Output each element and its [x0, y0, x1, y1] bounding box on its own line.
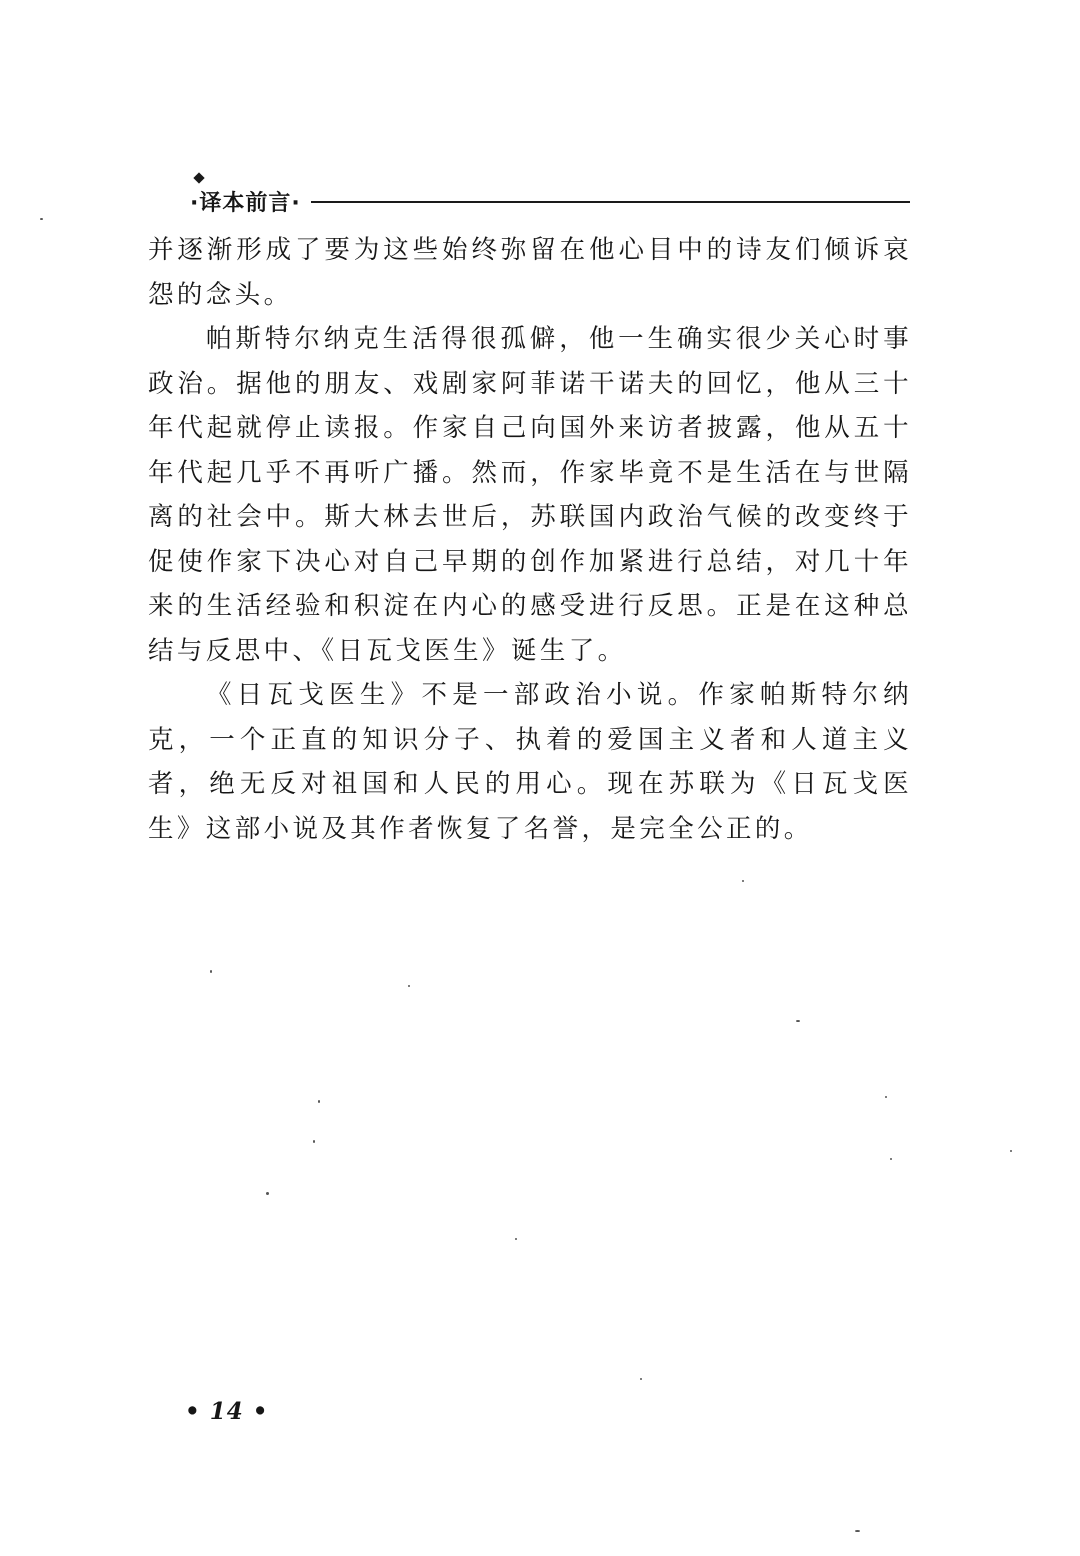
header-rule	[311, 201, 910, 203]
scan-speck	[515, 1238, 517, 1240]
scan-speck	[313, 1140, 315, 1143]
scan-speck	[742, 880, 744, 882]
scan-speck	[1010, 1150, 1012, 1152]
header-title: ·译本前言·	[190, 190, 301, 216]
paragraph-continuation: 并逐渐形成了要为这些始终弥留在他心目中的诗友们倾诉哀怨的念头。	[148, 235, 912, 310]
scan-speck	[210, 970, 212, 973]
page-number: • 14 •	[185, 1398, 269, 1425]
running-header	[190, 184, 910, 218]
body-text	[148, 228, 912, 851]
scan-speck	[318, 1100, 320, 1103]
scan-speck	[885, 1096, 887, 1098]
scan-speck	[266, 1192, 269, 1195]
corner-mark	[193, 172, 204, 183]
scan-speck	[640, 1378, 642, 1380]
scan-speck	[796, 1020, 800, 1022]
scan-speck	[855, 1530, 860, 1532]
scan-speck	[40, 218, 43, 220]
paragraph: 帕斯特尔纳克生活得很孤僻，他一生确实很少关心时事政治。据他的朋友、戏剧家阿菲诺干诺夫的回忆，他从三十年代起就停止读报。作家自己向国外来访者披露，他从五十年代起几乎不再听广播。然而，作家毕竟不是生活在与世隔离的社会中。斯大林去世后，苏联国内政治气候的改变终于促使作家下决心对自己早期的创作加紧进行总结，对几十年来的生活经验和积淀在内心的感受进行反思。正是在这种总结与反思中、《日瓦戈医生》诞生了。	[148, 324, 912, 666]
scan-speck	[890, 1158, 892, 1160]
paragraph: 《日瓦戈医生》不是一部政治小说。作家帕斯特尔纳克，一个正直的知识分子、执着的爱国主义者和人道主义者，绝无反对祖国和人民的用心。现在苏联为《日瓦戈医生》这部小说及其作者恢复了名誉，是完全公正的。	[148, 680, 912, 844]
scan-speck	[408, 985, 410, 987]
